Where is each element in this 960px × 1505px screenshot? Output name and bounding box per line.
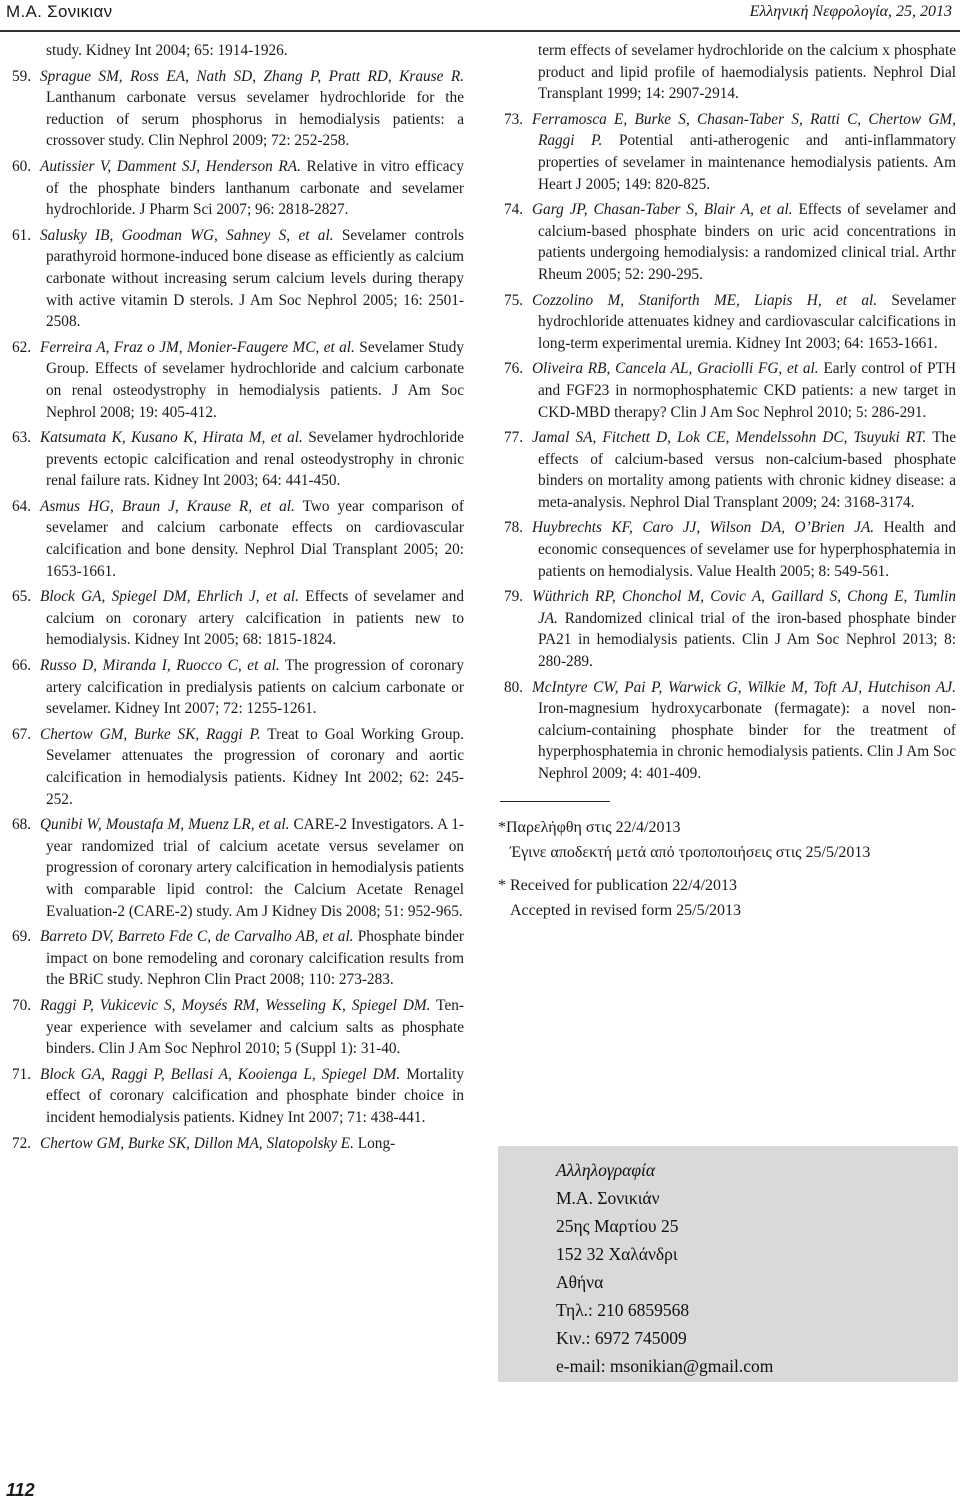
reference-text: Health and economic consequences of sevelamer use for hyperphosphatemia in patients on hemodialysis. Value Health 2005; 8: 549-561.	[538, 519, 956, 580]
reference-number: 69.	[12, 928, 32, 946]
reference-continuation: term effects of sevelamer hydrochloride on the calcium x phosphate product and lipid profile of haemodialysis patients. Nephrol Dial Transplant 1999; 14: 2907-2914.	[538, 42, 956, 103]
reference-text: The effects of calcium-based versus non-calcium-based phosphate binders on mortality among patients with chronic kidney disease: a meta-analysis. Nephrol Dial Transplant 2009; 24: 3168-3174.	[538, 429, 956, 511]
running-header	[0, 0, 960, 32]
reference-authors: Cozzolino M, Staniforth ME, Liapis H, et al.	[532, 291, 878, 309]
reference-number: 72.	[12, 1134, 32, 1152]
correspondence-title: Αλληλογραφία	[556, 1160, 656, 1180]
reference-authors: Jamal SA, Fitchett D, Lok CE, Mendelssohn DC, Tsuyuki RT.	[532, 429, 927, 447]
reference-item	[6, 995, 464, 1060]
reference-item	[6, 655, 464, 720]
reference-item	[6, 427, 464, 492]
reference-item	[498, 290, 956, 355]
reference-item	[6, 586, 464, 651]
correspondence-address: 25ης Μαρτίου 25	[556, 1216, 679, 1236]
reference-authors: Oliveira RB, Cancela AL, Graciolli FG, et al.	[532, 360, 819, 378]
reference-item	[6, 496, 464, 582]
reference-number: 61.	[12, 226, 32, 244]
reference-number: 75.	[504, 291, 524, 309]
reference-authors: Sprague SM, Ross EA, Nath SD, Zhang P, Pratt RD, Krause R.	[40, 67, 464, 85]
reference-item	[6, 225, 464, 333]
reference-authors: Katsumata K, Kusano K, Hirata M, et al.	[40, 429, 303, 447]
reference-item	[6, 1064, 464, 1129]
reference-list-right	[498, 109, 956, 785]
header-journal: Ελληνική Νεφρολογία, 25, 2013	[749, 3, 952, 20]
reference-number: 78.	[504, 519, 524, 537]
reference-item	[6, 724, 464, 810]
reference-item	[6, 926, 464, 991]
correspondence-name: Μ.Α. Σονικιάν	[556, 1188, 660, 1208]
reference-text: Long-	[353, 1134, 396, 1152]
reference-text: Potential anti-atherogenic and anti-inflammatory properties of sevelamer in maintenance hemodialysis patients. Am Heart J 2005; 149: 820-825.	[538, 132, 956, 193]
reference-authors: Chertow GM, Burke SK, Raggi P.	[40, 725, 261, 743]
reference-text: Lanthanum carbonate versus sevelamer hydrochloride for the reduction of serum phosphorus in hemodialysis patients: a crossover study. Clin Nephrol 2009; 72: 252-258.	[46, 89, 464, 150]
reference-number: 73.	[504, 110, 524, 128]
note-accepted-english: Accepted in revised form 25/5/2013	[510, 901, 742, 919]
reference-number: 63.	[12, 429, 32, 447]
reference-text: Sevelamer Study Group. Effects of sevelamer hydrochloride and calcium carbonate on renal osteodystrophy in hemodialysis patients. J Am Soc Nephrol 2008; 19: 405-412.	[46, 338, 464, 421]
reference-authors: Ferramosca E, Burke S, Chasan-Taber S, Ratti C, Chertow GM, Raggi P.	[532, 110, 956, 150]
reference-authors: Qunibi W, Moustafa M, Muenz LR, et al.	[40, 816, 290, 834]
reference-item	[6, 156, 464, 221]
correspondence-email[interactable]: e-mail: msonikian@gmail.com	[556, 1356, 774, 1376]
reference-item	[6, 1133, 464, 1155]
reference-text: Randomized clinical trial of the iron-based phosphate binder PA21 in hemodialysis patients. Clin J Am Soc Nephrol 2013; 8: 280-289.	[538, 609, 956, 671]
reference-number: 74.	[504, 201, 524, 219]
reference-number: 77.	[504, 429, 524, 447]
reference-authors: Garg JP, Chasan-Taber S, Blair A, et al.	[532, 201, 793, 219]
reference-text: Ten-year experience with sevelamer and calcium salts as phosphate binders. Clin J Am Soc Nephrol 2010; 5 (Suppl 1): 31-40.	[46, 996, 464, 1058]
reference-item	[498, 586, 956, 672]
reference-text: Sevelamer hydrochloride prevents ectopic calcification and renal osteodystrophy in chronic renal failure rats. Kidney Int 2003; 64: 441-450.	[46, 429, 464, 490]
reference-number: 79.	[504, 588, 524, 606]
reference-text: Sevelamer controls parathyroid hormone-induced bone disease as efficiently as calcium carbonate without increasing serum calcium levels during therapy with active vitamin D sterols. J Am Soc Nephrol 2005; 16: 2501-2508.	[46, 226, 464, 331]
reference-text: CARE-2 Investigators. A 1-year randomized trial of calcium acetate versus sevelamer on progression of coronary artery calcification in hemodialysis patients with comparable lipid control: the Calcium Acetate Renagel Evaluation-2 (CARE-2) study. Am J Kidney Dis 2008; 51: 952-965.	[46, 816, 465, 920]
reference-list-left	[6, 66, 464, 1155]
reference-authors: Block GA, Spiegel DM, Ehrlich J, et al.	[40, 588, 299, 606]
reference-number: 59.	[12, 67, 32, 85]
reference-text: Sevelamer hydrochloride attenuates kidney and cardiovascular calcifications in long-term experimental uremia. Kidney Int 2003; 64: 1653-1661.	[538, 291, 956, 352]
reference-text: Phosphate binder impact on bone remodeling and coronary calcification results from the BRiC study. Nephron Clin Pract 2008; 110: 273-283.	[46, 928, 464, 989]
reference-number: 67.	[12, 725, 32, 743]
reference-authors: Raggi P, Vukicevic S, Moysés RM, Wesseling K, Spiegel DM.	[40, 996, 431, 1014]
reference-authors: Barreto DV, Barreto Fde C, de Carvalho AB, et al.	[40, 928, 354, 946]
reference-item	[498, 427, 956, 513]
correspondence-box	[498, 1146, 958, 1382]
right-column	[498, 40, 956, 924]
reference-number: 66.	[12, 657, 32, 675]
reference-continuation: study. Kidney Int 2004; 65: 1914-1926.	[46, 42, 288, 59]
reference-text: Effects of sevelamer and calcium on coronary artery calcification in patients new to hemodialysis. Kidney Int 2005; 68: 1815-1824.	[46, 588, 464, 649]
reference-number: 71.	[12, 1065, 32, 1083]
reference-authors: Russo D, Miranda I, Ruocco C, et al.	[40, 657, 280, 675]
reference-text: Iron-magnesium hydroxycarbonate (fermagate): a novel non-calcium-containing phosphate binder for the treatment of hyperphosphatemia in chronic hemodialysis patients. Clin J Am Soc Nephrol 2009; 4: 401-409.	[538, 700, 956, 782]
reference-number: 62.	[12, 338, 32, 356]
reference-authors: Autissier V, Damment SJ, Henderson RA.	[40, 157, 301, 175]
reference-authors: Huybrechts KF, Caro JJ, Wilson DA, O’Brien JA.	[532, 519, 875, 537]
correspondence-city: Αθήνα	[556, 1272, 604, 1292]
reference-authors: Asmus HG, Braun J, Krause R, et al.	[40, 497, 295, 515]
footnote-divider	[500, 801, 610, 802]
note-received-english: * Received for publication 22/4/2013	[498, 876, 738, 894]
header-author: Μ.Α. Σονικιαν	[6, 2, 113, 21]
reference-number: 68.	[12, 816, 32, 834]
reference-text: Mortality effect of coronary calcification and phosphate binder choice in incident hemodialysis patients. Kidney Int 2007; 71: 438-441.	[46, 1065, 464, 1126]
reference-authors: Chertow GM, Burke SK, Dillon MA, Slatopolsky E.	[40, 1134, 354, 1152]
reference-text: Relative in vitro efficacy of the phosphate binders lanthanum carbonate and sevelamer hydrochloride. J Pharm Sci 2007; 96: 2818-2827.	[46, 157, 464, 219]
note-accepted-greek: Έγινε αποδεκτή μετά από τροποποιήσεις στις 25/5/2013	[510, 843, 871, 861]
reference-item	[6, 66, 464, 152]
reference-item	[6, 814, 464, 922]
reference-number: 80.	[504, 678, 524, 696]
reference-text: Treat to Goal Working Group. Sevelamer attenuates the progression of coronary and aortic calcification in hemodialysis patients. Kidney Int 2002; 62: 245-252.	[46, 725, 464, 808]
correspondence-phone: Τηλ.: 210 6859568	[556, 1300, 690, 1320]
correspondence-mobile: Κιν.: 6972 745009	[556, 1328, 687, 1348]
left-column	[6, 40, 464, 1158]
reference-item	[6, 337, 464, 423]
reference-text: The progression of coronary artery calcification in predialysis patients on calcium carbonate or sevelamer. Kidney Int 2007; 72: 1255-1261.	[46, 657, 464, 718]
reference-authors: McIntyre CW, Pai P, Warwick G, Wilkie M, Toft AJ, Hutchison AJ.	[532, 678, 956, 696]
reference-text: Two year comparison of sevelamer and calcium carbonate effects on cardiovascular calcification and bone density. Nephrol Dial Transplant 2005; 20: 1653-1661.	[46, 497, 464, 580]
reference-text: Effects of sevelamer and calcium-based phosphate binders on uric acid concentrations in patients undergoing hemodialysis: a randomized clinical trial. Arthr Rheum 2005; 52: 290-295.	[538, 201, 956, 283]
reference-authors: Ferreira A, Fraz o JM, Monier-Faugere MC, et al.	[40, 338, 355, 356]
reference-number: 70.	[12, 996, 32, 1014]
note-received-greek: *Παρελήφθη στις 22/4/2013	[498, 818, 681, 836]
reference-number: 65.	[12, 588, 32, 606]
reference-item	[498, 358, 956, 423]
reference-item	[498, 517, 956, 582]
reference-authors: Wüthrich RP, Chonchol M, Covic A, Gaillard S, Chong E, Tumlin JA.	[532, 588, 956, 627]
reference-item	[498, 677, 956, 785]
reference-item	[498, 199, 956, 285]
reference-authors: Salusky IB, Goodman WG, Sahney S, et al.	[40, 226, 334, 244]
reference-text: Early control of PTH and FGF23 in normophosphatemic CKD patients: a new target in CKD-MBD therapy? Clin J Am Soc Nephrol 2010; 5: 286-291.	[538, 360, 956, 421]
reference-number: 76.	[504, 360, 524, 378]
reference-number: 60.	[12, 157, 32, 175]
page-number: 112	[6, 1480, 35, 1500]
reference-authors: Block GA, Raggi P, Bellasi A, Kooienga L, Spiegel DM.	[40, 1065, 401, 1083]
correspondence-postcode: 152 32 Χαλάνδρι	[556, 1244, 678, 1264]
reference-item	[498, 109, 956, 195]
reference-number: 64.	[12, 497, 32, 515]
